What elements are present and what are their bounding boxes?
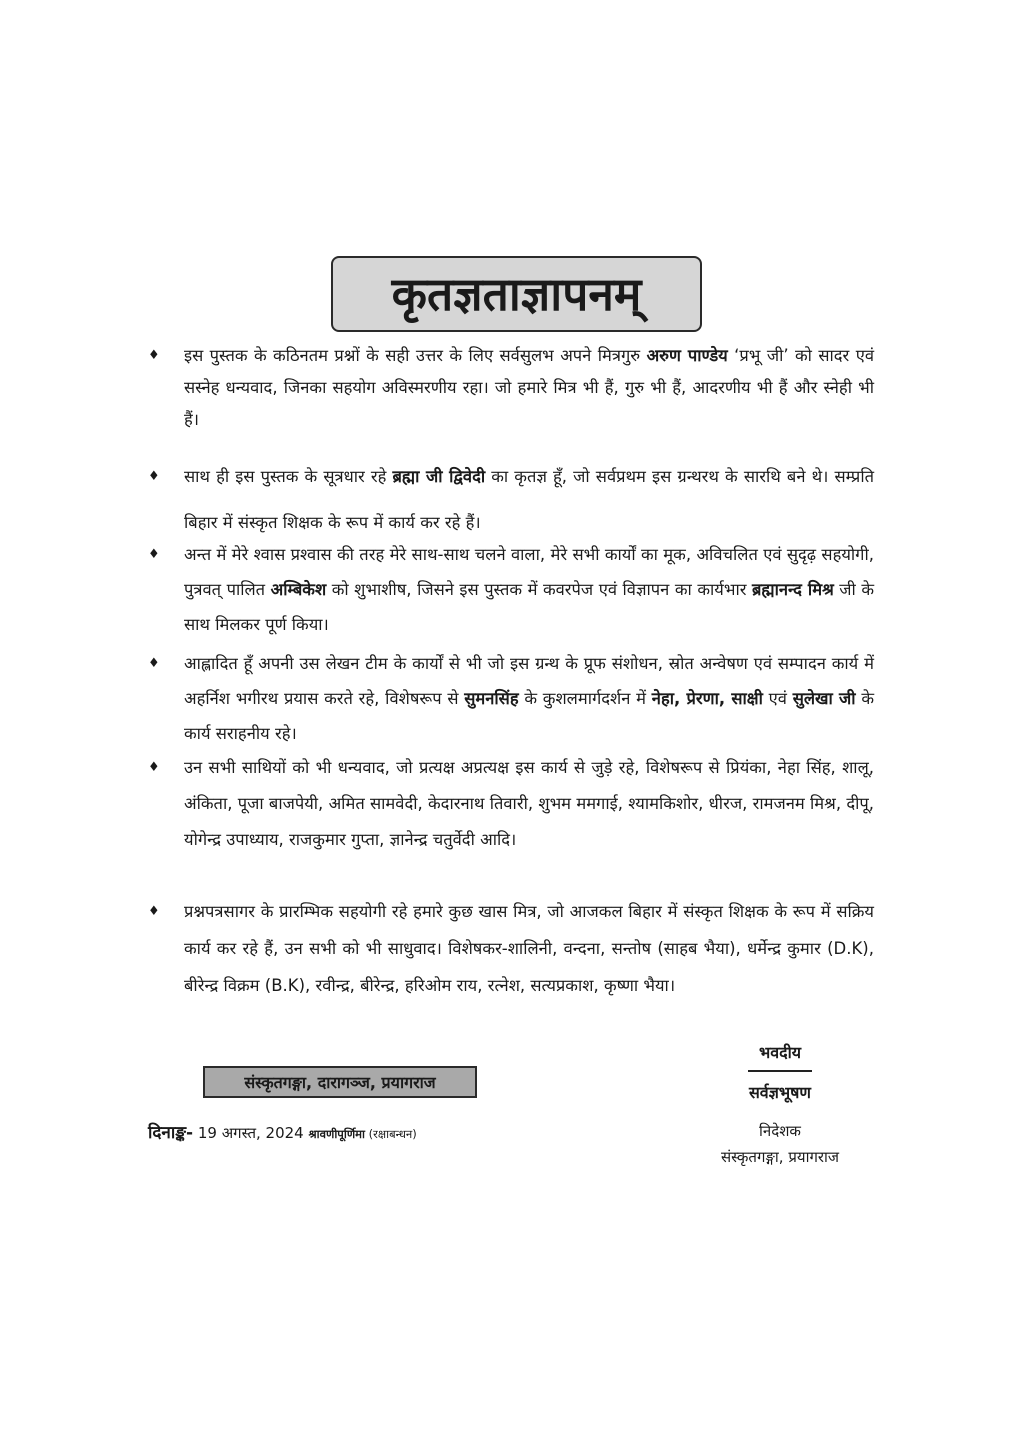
list-item — [148, 893, 874, 1004]
item-text: आह्लादित हूँ अपनी उस लेखन टीम के कार्यों से भी जो इस ग्रन्थ के प्रूफ संशोधन, स्रोत अन्वेषण एवं सम्पादन कार्य में अहर्निश भगीरथ प्रयास करते रहे, विशेषरूप से — [184, 654, 874, 708]
signatory-org: संस्कृतगङ्गा, प्रयागराज — [720, 1148, 840, 1166]
item-text: एवं — [762, 689, 793, 708]
list-item — [148, 750, 874, 858]
title-box — [331, 256, 702, 332]
diamond-bullet-icon: ♦ — [148, 547, 160, 562]
item-name-bold: अरुण पाण्डेय — [646, 346, 728, 365]
item-name-bold: ब्रह्मा जी द्विवेदी — [392, 467, 486, 486]
signatory-name: सर्वज्ञभूषण — [748, 1083, 812, 1102]
place-box: संस्कृतगङ्गा, दारागञ्ज, प्रयागराज — [203, 1066, 477, 1098]
item-name-bold: सुलेखा जी — [792, 689, 856, 708]
diamond-bullet-icon: ♦ — [148, 760, 160, 775]
diamond-bullet-icon: ♦ — [148, 904, 160, 919]
signature-block — [690, 1040, 870, 1170]
item-text: ‘प्रभू जी’ को सादर एवं सस्नेह धन्यवाद, जिनका सहयोग अविस्मरणीय रहा। जो हमारे मित्र भी हैं, गुरु भी हैं, आदरणीय भी हैं और स्नेही भी हैं। — [184, 346, 875, 429]
item-text: अन्त में मेरे श्वास प्रश्वास की तरह मेरे साथ-साथ चलने वाला, मेरे सभी कार्यों का मूक, अविचलित एवं सुदृढ़ सहयोगी, पुत्रवत् पालित — [184, 545, 874, 599]
page-title: कृतज्ञताज्ञापनम् — [391, 267, 642, 321]
item-text: प्रश्नपत्रसागर के प्रारम्भिक सहयोगी रहे हमारे कुछ खास मित्र, जो आजकल बिहार में संस्कृत शिक्षक के रूप में सक्रिय कार्य कर रहे हैं, उन सभी को भी साधुवाद। विशेषकर-शालिनी, वन्दना, सन्तोष (साहब भैया), धर्मेन्द्र कुमार (D.K), बीरेन्द्र विक्रम (B.K), रवीन्द्र, बीरेन्द्र, हरिओम राय, रत्नेश, सत्यप्रकाश, कृष्णा भैया। — [184, 902, 874, 995]
item-text: का कृतज्ञ हूँ, जो सर्वप्रथम इस ग्रन्थरथ के सारथि बने थे। सम्प्रति बिहार में संस्कृत शिक्षक के रूप में कार्य कर रहे हैं। — [184, 467, 874, 532]
festival-note: (रक्षाबन्धन) — [365, 1127, 417, 1141]
item-text: के कुशलमार्गदर्शन में — [518, 689, 652, 708]
item-text: जी के साथ मिलकर पूर्ण किया। — [184, 580, 874, 634]
diamond-bullet-icon: ♦ — [148, 348, 160, 363]
item-name-bold: सुमनसिंह — [464, 689, 519, 708]
festival-name: श्रावणीपूर्णिमा — [308, 1127, 365, 1141]
closing-text: भवदीय — [758, 1043, 802, 1062]
item-name-bold: अम्बिकेश — [270, 580, 327, 599]
item-text: के कार्य सराहनीय रहे। — [184, 689, 875, 743]
date-line — [148, 1120, 417, 1143]
diamond-bullet-icon: ♦ — [148, 656, 160, 671]
date-value: 19 अगस्त, 2024 — [193, 1124, 309, 1142]
item-text: साथ ही इस पुस्तक के सूत्रधार रहे — [184, 467, 393, 486]
signatory-role: निदेशक — [759, 1122, 801, 1140]
list-item — [148, 340, 874, 436]
item-text: इस पुस्तक के कठिनतम प्रश्नों के सही उत्तर के लिए सर्वसुलभ अपने मित्रगुरु — [184, 346, 647, 365]
item-name-bold: नेहा, प्रेरणा, साक्षी — [651, 689, 763, 708]
list-item — [148, 537, 874, 642]
date-label: दिनाङ्क- — [148, 1123, 194, 1143]
item-text: उन सभी साथियों को भी धन्यवाद, जो प्रत्यक्ष अप्रत्यक्ष इस कार्य से जुड़े रहे, विशेषरूप से प्रियंका, नेहा सिंह, शालू, अंकिता, पूजा बाजपेयी, अमित सामवेदी, केदारनाथ तिवारी, शुभम ममगाई, श्यामकिशोर, धीरज, रामजनम मिश्र, दीपू, योगेन्द्र उपाध्याय, राजकुमार गुप्ता, ज्ञानेन्द्र चतुर्वेदी आदि। — [184, 758, 874, 849]
list-item — [148, 646, 874, 751]
signature-rule — [748, 1070, 812, 1072]
item-name-bold: ब्रह्मानन्द मिश्र — [751, 580, 834, 599]
item-text: को शुभाशीष, जिसने इस पुस्तक में कवरपेज एवं विज्ञापन का कार्यभार — [326, 580, 752, 599]
list-item — [148, 454, 874, 546]
diamond-bullet-icon: ♦ — [148, 469, 160, 484]
